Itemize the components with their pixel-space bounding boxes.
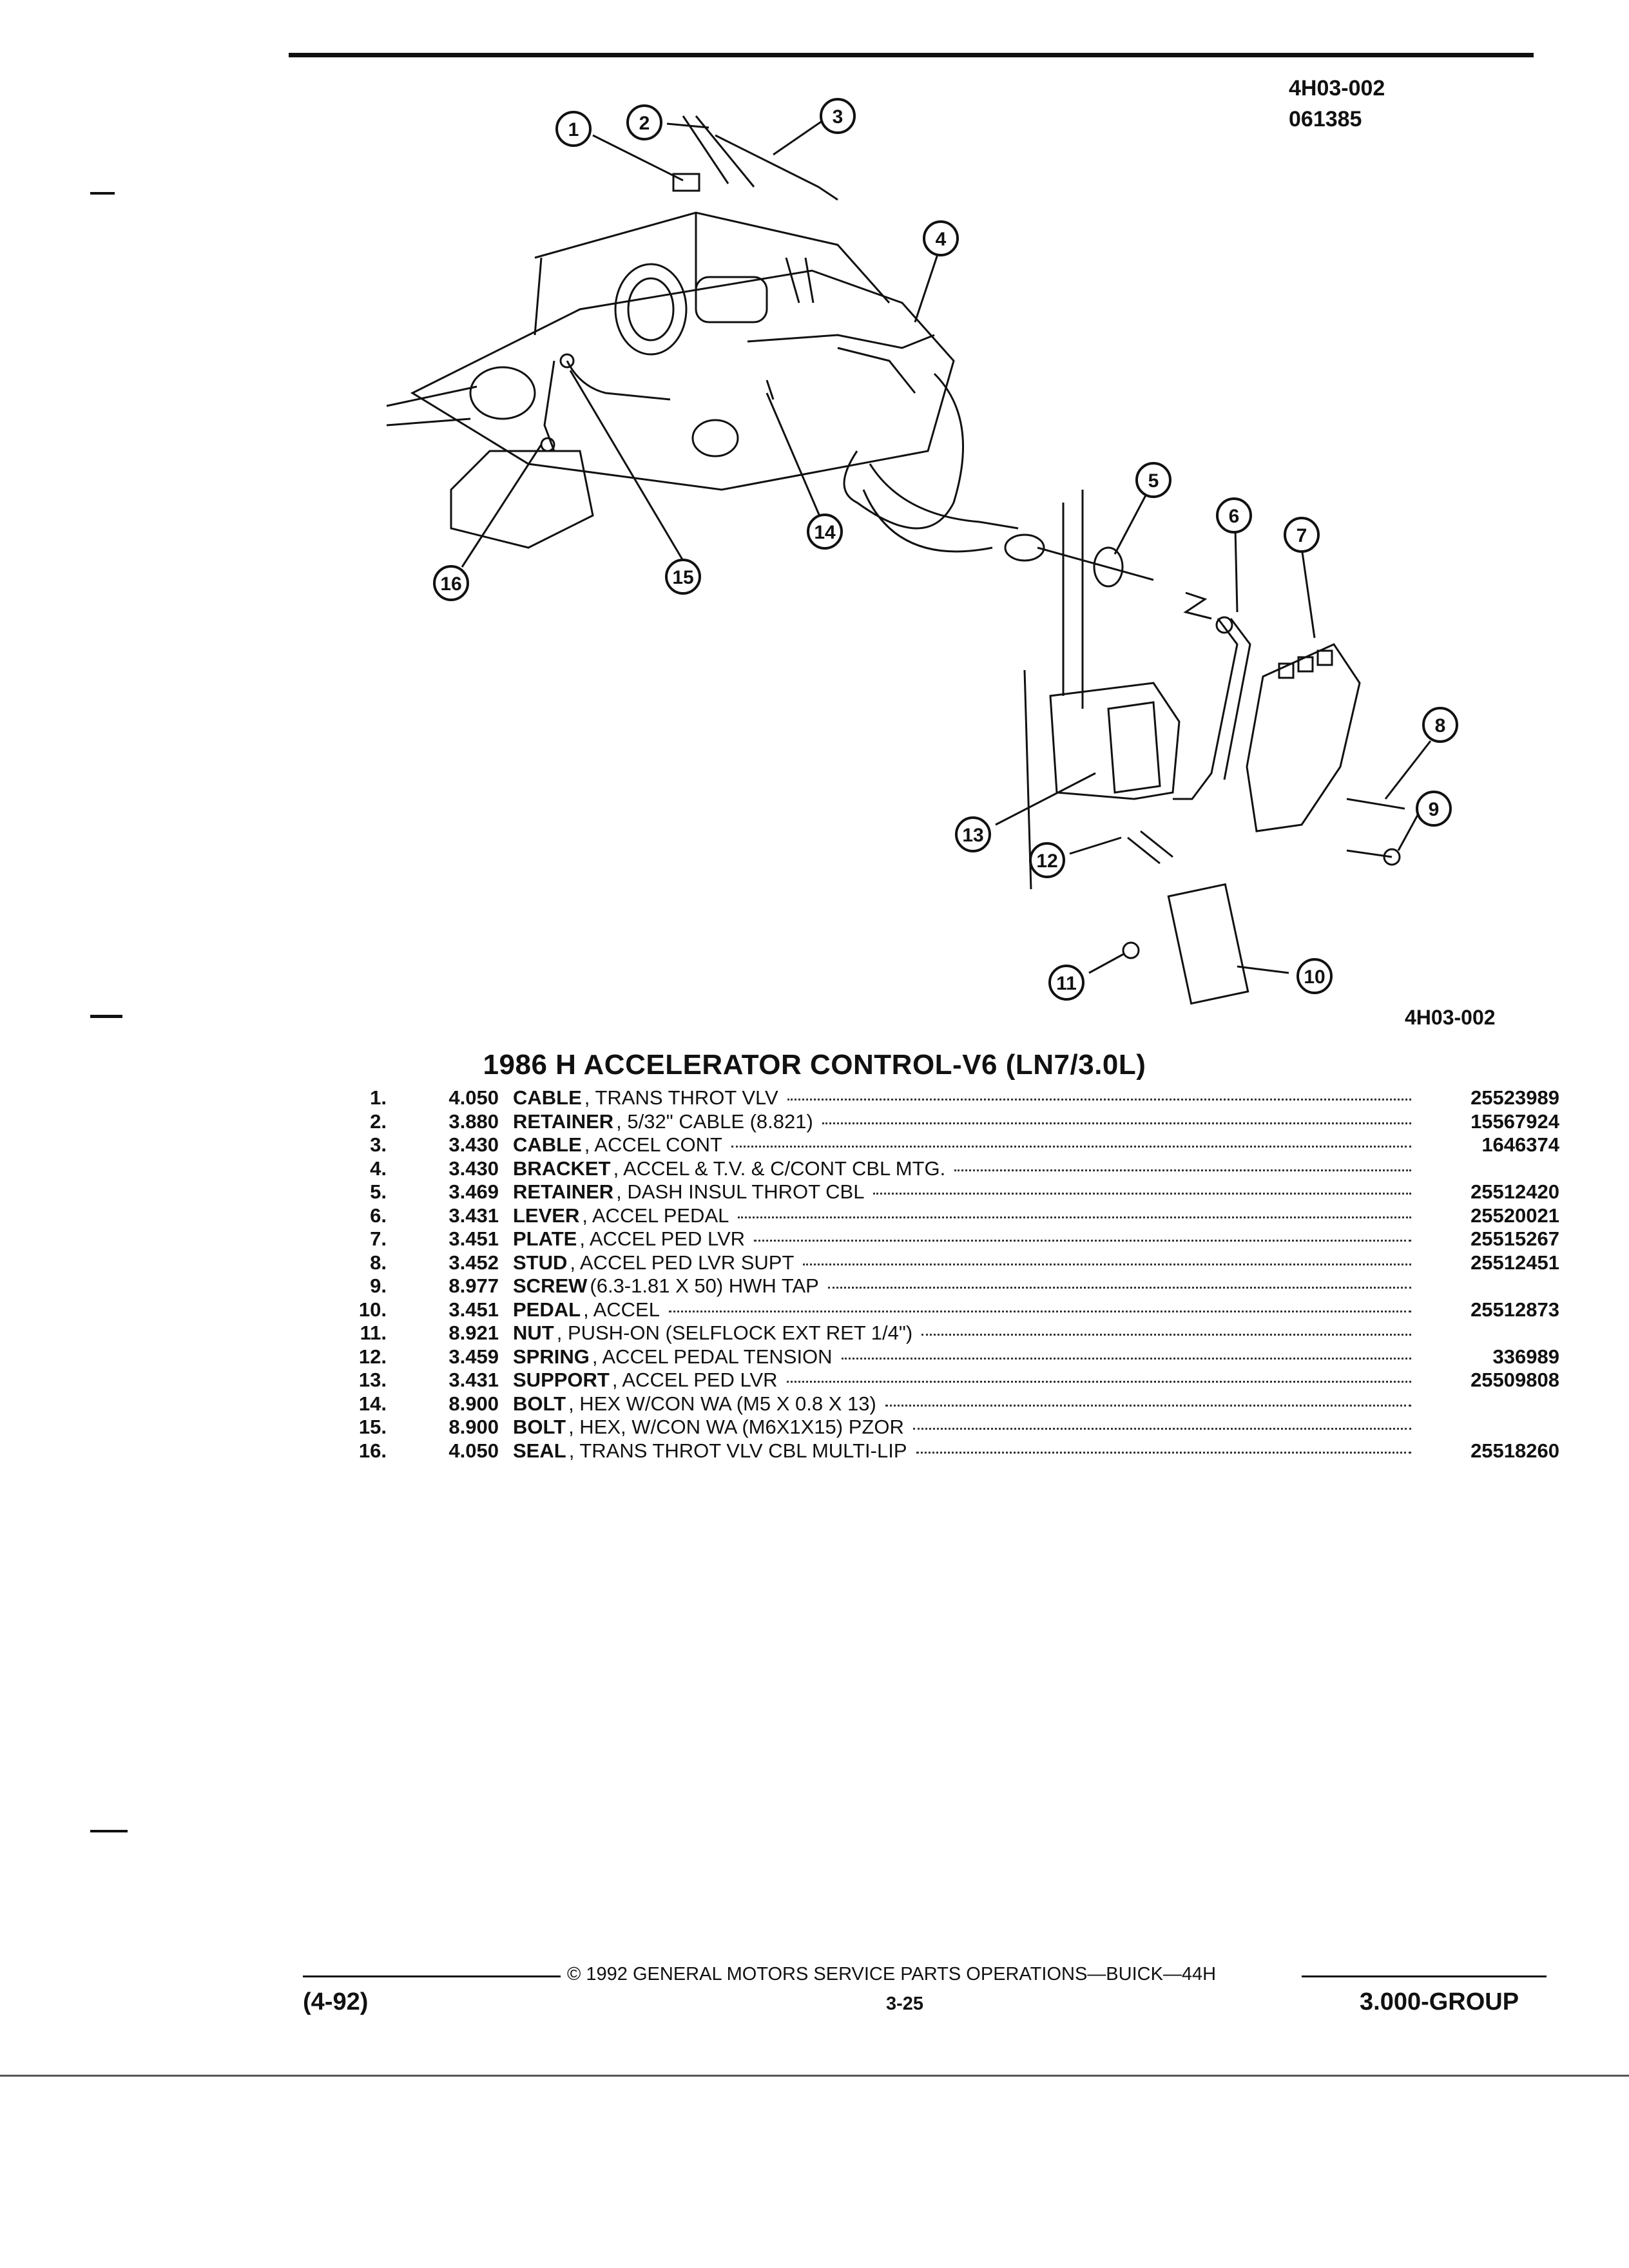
- callout-15: [666, 560, 700, 593]
- group-code: 8.900: [448, 1416, 499, 1438]
- callout-number: 2: [639, 113, 650, 134]
- cable-and-dash-illustration: [863, 490, 1211, 889]
- part-number: 336989: [1492, 1345, 1559, 1368]
- part-detail: , TRANS THROT VLV CBL MULTI-LIP: [568, 1439, 907, 1462]
- part-description: [513, 1321, 1418, 1345]
- footer-rule-left: [303, 1975, 561, 1977]
- group-code: 3.431: [448, 1369, 499, 1391]
- parts-row: [335, 1274, 1559, 1298]
- part-number: 25512451: [1470, 1251, 1559, 1274]
- revision-date: (4-92): [303, 1988, 369, 2015]
- dot-leader: [913, 1428, 1411, 1430]
- callout-13: [956, 818, 990, 851]
- top-rule: [289, 53, 1534, 57]
- part-detail: , ACCEL CONT: [584, 1133, 722, 1156]
- callout-number: 14: [814, 522, 836, 543]
- callout-number: 6: [1228, 506, 1240, 527]
- group-code: 8.900: [448, 1392, 499, 1415]
- part-description: [513, 1392, 1418, 1416]
- footer-rule-right: [1302, 1975, 1547, 1977]
- group-code: 3.430: [448, 1133, 499, 1156]
- item-number: 7.: [370, 1227, 387, 1250]
- dot-leader: [822, 1122, 1411, 1124]
- item-number: 5.: [370, 1180, 387, 1203]
- part-detail: , HEX W/CON WA (M5 X 0.8 X 13): [568, 1392, 876, 1415]
- page-number: 3-25: [886, 1994, 924, 2014]
- group-code: 3.459: [448, 1345, 499, 1368]
- part-description: [513, 1157, 1418, 1180]
- group-code: 3.452: [448, 1251, 499, 1274]
- part-name: BRACKET: [513, 1157, 611, 1180]
- callout-2: [628, 106, 661, 139]
- dot-leader: [803, 1264, 1411, 1265]
- part-description: [513, 1345, 1418, 1369]
- margin-mark: [90, 192, 115, 195]
- part-detail: , 5/32" CABLE (8.821): [616, 1110, 813, 1133]
- parts-row: [335, 1439, 1559, 1463]
- part-description: [513, 1086, 1418, 1110]
- callout-9: [1417, 792, 1451, 825]
- accelerator-pedal-assembly-illustration: [1050, 617, 1405, 1003]
- parts-row: [335, 1110, 1559, 1134]
- callout-16: [434, 566, 468, 600]
- exploded-parts-diagram: [348, 77, 1559, 1029]
- callout-number: 11: [1056, 973, 1077, 994]
- parts-list: [335, 1086, 1559, 1463]
- parts-row: [335, 1204, 1559, 1228]
- margin-mark: [90, 1015, 122, 1018]
- callout-14: [808, 515, 842, 548]
- item-number: 12.: [358, 1345, 387, 1368]
- part-detail: , ACCEL PEDAL: [582, 1204, 729, 1227]
- part-name: NUT: [513, 1321, 554, 1344]
- part-number: 15567924: [1470, 1110, 1559, 1133]
- part-detail: , PUSH-ON (SELFLOCK EXT RET 1/4"): [556, 1321, 913, 1344]
- part-detail: , TRANS THROT VLV: [584, 1086, 778, 1109]
- part-name: RETAINER: [513, 1180, 614, 1203]
- dot-leader: [873, 1193, 1411, 1195]
- part-detail: , ACCEL PED LVR: [612, 1369, 778, 1391]
- item-number: 6.: [370, 1204, 387, 1227]
- part-name: SEAL: [513, 1439, 566, 1462]
- callout-number: 7: [1296, 525, 1307, 546]
- dot-leader: [738, 1216, 1411, 1218]
- group-code: 4.050: [448, 1086, 499, 1109]
- callout-number: 12: [1036, 850, 1058, 872]
- part-description: [513, 1439, 1418, 1463]
- part-detail: , ACCEL: [583, 1298, 660, 1321]
- part-description: [513, 1110, 1418, 1133]
- callout-7: [1285, 518, 1318, 552]
- group-code: 3.880: [448, 1110, 499, 1133]
- dot-leader: [885, 1405, 1411, 1407]
- part-description: [513, 1204, 1418, 1227]
- header-ref-code: 4H03-002: [1289, 76, 1385, 101]
- dot-leader: [787, 1099, 1411, 1100]
- group-code: 3.451: [448, 1298, 499, 1321]
- item-number: 13.: [358, 1369, 387, 1391]
- part-number: 25512873: [1470, 1298, 1559, 1321]
- part-number: 25523989: [1470, 1086, 1559, 1109]
- dot-leader: [916, 1452, 1411, 1454]
- part-detail: , ACCEL PED LVR: [579, 1227, 746, 1250]
- part-number: 25518260: [1470, 1439, 1559, 1462]
- part-name: BOLT: [513, 1392, 566, 1415]
- part-name: SCREW: [513, 1274, 588, 1297]
- parts-row: [335, 1369, 1559, 1392]
- callout-number: 15: [672, 567, 694, 588]
- callout-number: 4: [935, 229, 947, 250]
- parts-row: [335, 1345, 1559, 1369]
- callout-number: 13: [962, 825, 984, 846]
- callout-number: 5: [1148, 470, 1159, 492]
- item-number: 15.: [358, 1416, 387, 1438]
- item-number: 11.: [360, 1321, 387, 1344]
- part-detail: , ACCEL PED LVR SUPT: [570, 1251, 795, 1274]
- callout-5: [1137, 463, 1170, 497]
- dot-leader: [842, 1358, 1411, 1360]
- dot-leader: [754, 1240, 1411, 1242]
- callout-number: 3: [832, 106, 843, 128]
- part-description: [513, 1298, 1418, 1321]
- callout-number: 16: [440, 573, 462, 595]
- part-number: 1646374: [1481, 1133, 1559, 1156]
- callout-markers: [434, 99, 1457, 999]
- callout-11: [1050, 966, 1083, 999]
- group-code: 3.430: [448, 1157, 499, 1180]
- group-code: 3.469: [448, 1180, 499, 1203]
- parts-row: [335, 1157, 1559, 1181]
- callout-3: [821, 99, 854, 133]
- part-name: BOLT: [513, 1416, 566, 1438]
- bottom-rule: [0, 2075, 1629, 2077]
- parts-row: [335, 1298, 1559, 1322]
- parts-row: [335, 1392, 1559, 1416]
- part-number: 25509808: [1470, 1369, 1559, 1391]
- callout-10: [1298, 959, 1331, 993]
- part-name: LEVER: [513, 1204, 580, 1227]
- item-number: 8.: [370, 1251, 387, 1274]
- group-code: 4.050: [448, 1439, 499, 1462]
- figure-code: 4H03-002: [1405, 1006, 1496, 1029]
- part-number: 25515267: [1470, 1227, 1559, 1250]
- item-number: 10.: [358, 1298, 387, 1321]
- part-description: [513, 1251, 1418, 1274]
- dot-leader: [787, 1381, 1411, 1383]
- parts-row: [335, 1180, 1559, 1204]
- item-number: 2.: [370, 1110, 387, 1133]
- callout-number: 9: [1428, 799, 1440, 820]
- part-name: CABLE: [513, 1133, 582, 1156]
- part-description: [513, 1369, 1418, 1392]
- part-detail: , DASH INSUL THROT CBL: [616, 1180, 865, 1203]
- part-name: STUD: [513, 1251, 568, 1274]
- group-code: 8.977: [448, 1274, 499, 1297]
- part-detail: , ACCEL & T.V. & C/CONT CBL MTG.: [613, 1157, 946, 1180]
- parts-row: [335, 1416, 1559, 1439]
- group-code: 3.451: [448, 1227, 499, 1250]
- part-description: [513, 1180, 1418, 1204]
- part-description: [513, 1133, 1418, 1157]
- dot-leader: [954, 1169, 1411, 1171]
- part-description: [513, 1416, 1418, 1439]
- part-name: CABLE: [513, 1086, 582, 1109]
- part-detail: , HEX, W/CON WA (M6X1X15) PZOR: [568, 1416, 904, 1438]
- callout-1: [557, 112, 590, 146]
- callout-number: 8: [1434, 715, 1446, 736]
- parts-row: [335, 1251, 1559, 1275]
- part-name: RETAINER: [513, 1110, 614, 1133]
- callout-number: 10: [1304, 966, 1325, 988]
- part-description: [513, 1274, 1418, 1298]
- item-number: 4.: [370, 1157, 387, 1180]
- header-ref-date: 061385: [1289, 107, 1362, 131]
- part-name: SPRING: [513, 1345, 590, 1368]
- margin-mark: [90, 1830, 128, 1832]
- callout-number: 1: [568, 119, 579, 140]
- part-description: [513, 1227, 1418, 1251]
- item-number: 14.: [358, 1392, 387, 1415]
- group-label: 3.000-GROUP: [1360, 1988, 1519, 2015]
- dot-leader: [731, 1146, 1411, 1148]
- item-number: 16.: [358, 1439, 387, 1462]
- item-number: 1.: [370, 1086, 387, 1109]
- callout-8: [1423, 708, 1457, 742]
- part-name: PEDAL: [513, 1298, 581, 1321]
- copyright-text: © 1992 GENERAL MOTORS SERVICE PARTS OPERATIONS—BUICK—44H: [567, 1964, 1217, 1984]
- part-detail: , ACCEL PEDAL TENSION: [592, 1345, 833, 1368]
- item-number: 9.: [370, 1274, 387, 1297]
- parts-row: [335, 1227, 1559, 1251]
- parts-row: [335, 1133, 1559, 1157]
- part-name: SUPPORT: [513, 1369, 610, 1391]
- dot-leader: [669, 1311, 1411, 1312]
- part-name: PLATE: [513, 1227, 577, 1250]
- parts-row: [335, 1086, 1559, 1110]
- part-number: 25520021: [1470, 1204, 1559, 1227]
- dot-leader: [921, 1334, 1411, 1336]
- callout-4: [924, 222, 958, 255]
- group-code: 3.431: [448, 1204, 499, 1227]
- page-title: 1986 H ACCELERATOR CONTROL-V6 (LN7/3.0L): [483, 1049, 1146, 1081]
- parts-row: [335, 1321, 1559, 1345]
- callout-6: [1217, 499, 1251, 532]
- part-detail: (6.3-1.81 X 50) HWH TAP: [590, 1274, 819, 1297]
- part-number: 25512420: [1470, 1180, 1559, 1203]
- item-number: 3.: [370, 1133, 387, 1156]
- group-code: 8.921: [448, 1321, 499, 1344]
- engine-throttle-body-illustration: [387, 116, 1018, 548]
- dot-leader: [828, 1287, 1411, 1289]
- callout-12: [1030, 843, 1064, 877]
